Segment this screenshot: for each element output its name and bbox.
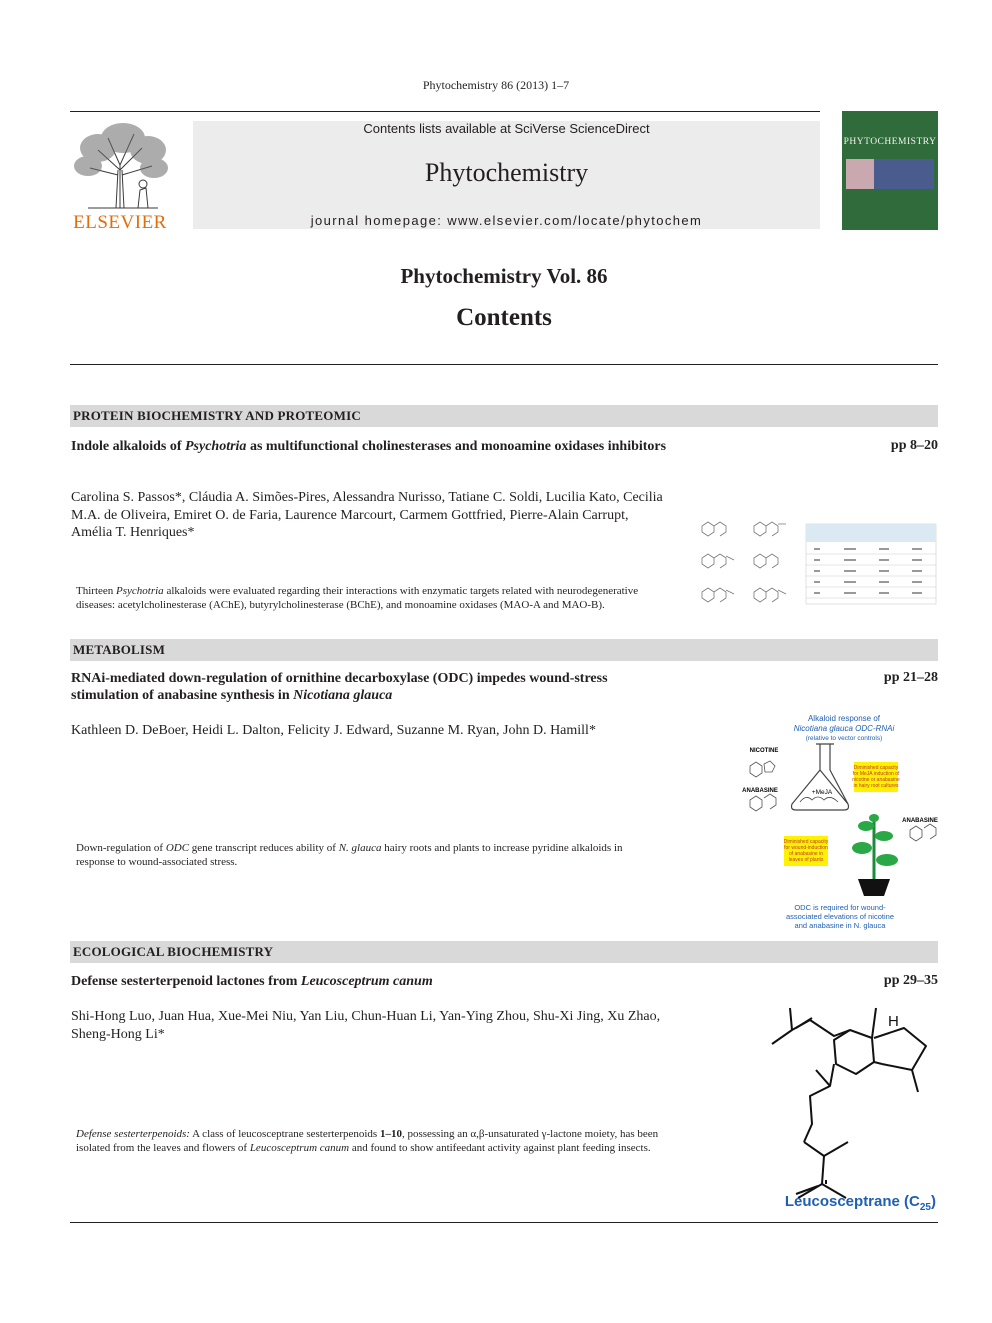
graphical-abstract-figure xyxy=(740,712,940,934)
article-title[interactable] xyxy=(71,973,671,990)
contents-heading: Contents xyxy=(456,304,552,331)
cover-title: PHYTOCHEMISTRY xyxy=(843,137,937,147)
journal-masthead xyxy=(193,121,820,229)
structure-caption: Leucosceptrane $(C_{25})$ xyxy=(784,1193,936,1213)
title-text: RNAi-mediated down-regulation of ornithine decarboxylase (ODC) impedes wound-stress stimulation of anabasine synthesis in xyxy=(71,671,608,703)
abstract-text: , possessing an α,β-unsaturated γ-lactone moiety, has been isolated from the leaves and flowers of xyxy=(76,1128,659,1154)
title-italic: Leucosceptrum canum xyxy=(300,974,433,989)
title-italic: Psychotria xyxy=(184,439,247,454)
cover-image xyxy=(874,159,934,189)
figure-title: (relative to vector controls) xyxy=(805,735,883,742)
box-text: in hairy root cultures xyxy=(853,783,899,789)
abstract-text: alkaloids were evaluated regarding their interactions with enzymatic targets related with neurodegenerative diseases: acetylcholinesterase (AChE), butyrylcholinesterase (BChE), and monoamine oxidases (MAO-A and MAO-B). xyxy=(76,585,639,611)
title-italic: Nicotiana glauca xyxy=(293,688,393,703)
abstract-italic: N. glauca xyxy=(338,842,382,854)
journal-reference: Phytochemistry 86 (2013) 1–7 xyxy=(422,78,570,92)
elsevier-logo xyxy=(68,120,172,232)
figure-caption: ODC is required for wound- xyxy=(794,903,886,912)
flask-label: +MeJA xyxy=(811,789,833,796)
section-heading xyxy=(70,405,938,427)
article-title[interactable] xyxy=(71,670,671,704)
box-text: nicotine or anabasine xyxy=(852,777,900,783)
leucosceptrane-structure xyxy=(764,1000,942,1216)
hydrogen-label: H xyxy=(888,1013,899,1030)
graphical-abstract-figure xyxy=(764,1000,942,1216)
article-title[interactable] xyxy=(71,438,671,455)
title-text: Defense sesterterpenoid lactones from xyxy=(71,974,301,989)
article-pages[interactable]: pp 8–20 xyxy=(890,438,938,453)
molecule-icon xyxy=(910,824,936,841)
abstract-text: gene transcript reduces ability of xyxy=(189,842,339,854)
abstract-text: hairy roots and plants to increase pyridine alkaloids in response to wound-associated stress. xyxy=(76,842,623,868)
abstract-italic: ODC xyxy=(165,842,190,854)
abstract-italic: Leucosceptrum canum xyxy=(249,1142,350,1154)
section-heading-label: PROTEIN BIOCHEMISTRY AND PROTEOMIC xyxy=(73,408,361,423)
tree-icon xyxy=(68,120,172,212)
figure-caption: and anabasine in N. glauca xyxy=(794,921,886,930)
divider xyxy=(70,364,938,365)
anabasine-label: ANABASINE xyxy=(902,818,938,824)
abstract-italic: Defense sesterterpenoids: xyxy=(76,1128,190,1140)
odc-rnai-figure xyxy=(740,712,940,934)
title-text: Indole alkaloids of xyxy=(71,439,185,454)
graphical-abstract-figure xyxy=(694,512,938,620)
section-heading-label: ECOLOGICAL BIOCHEMISTRY xyxy=(73,944,274,959)
nicotine-label: NICOTINE xyxy=(749,748,779,754)
flask-icon xyxy=(792,744,849,810)
molecule-icon xyxy=(750,761,776,811)
graphical-abstract-text xyxy=(76,1127,660,1155)
journal-cover xyxy=(842,111,938,230)
abstract-text: Down-regulation of xyxy=(76,842,166,854)
article-pages[interactable]: pp 21–28 xyxy=(883,670,938,685)
box-text: of anabasine in xyxy=(789,851,823,857)
abstract-text: A class of leucosceptrane sesterterpenoids xyxy=(189,1128,380,1140)
box-text: for MeJA induction of xyxy=(852,771,900,777)
abstract-text: and found to show antifeedant activity against plant feeding insects. xyxy=(349,1142,651,1154)
structures-table-figure xyxy=(694,512,938,620)
journal-title: Phytochemistry xyxy=(424,158,589,187)
figure-title: Alkaloid response of xyxy=(807,714,881,723)
box-text: leaves of plants xyxy=(788,857,824,863)
article-authors: Kathleen D. DeBoer, Heidi L. Dalton, Felicity J. Edward, Suzanne M. Ryan, John D. Hamill* xyxy=(71,723,596,738)
abstract-italic: Psychotria xyxy=(116,585,164,597)
publisher-name: ELSEVIER xyxy=(73,212,167,233)
section-heading-label: METABOLISM xyxy=(73,642,166,657)
divider xyxy=(70,1222,938,1223)
article-pages[interactable]: pp 29–35 xyxy=(883,973,938,988)
anabasine-label: ANABASINE xyxy=(742,788,778,794)
page-title: Phytochemistry Vol. 86 xyxy=(400,264,608,288)
section-heading xyxy=(70,639,938,661)
contents-availability[interactable]: Contents lists available at SciVerse ScienceDirect xyxy=(363,121,650,136)
header-rule xyxy=(70,111,820,112)
figure-caption: associated elevations of nicotine xyxy=(786,912,894,921)
article-authors: Carolina S. Passos*, Cláudia A. Simões-Pires, Alessandra Nurisso, Tatiane C. Soldi, Lucilia Kato, Cecilia M.A. de Oliveira, Emiret O. de Faria, Laurence Marcourt, Carmem Gottfried, Pierre-Alain Carrupt, Amélia T. Henriques* xyxy=(71,490,663,540)
journal-homepage-link[interactable]: journal homepage: www.elsevier.com/locate/phytochem xyxy=(310,213,703,228)
abstract-bold: 1–10 xyxy=(379,1128,402,1140)
graphical-abstract-text xyxy=(76,841,660,869)
title-text: as multifunctional cholinesterases and monoamine oxidases inhibitors xyxy=(246,439,667,454)
section-heading xyxy=(70,941,938,963)
cover-image xyxy=(846,159,874,189)
plant-icon xyxy=(852,814,898,896)
figure-title: Nicotiana glauca ODC-RNAi xyxy=(793,724,895,733)
box-text: Diminished capacity xyxy=(853,765,899,771)
abstract-text: Thirteen xyxy=(76,585,117,597)
graphical-abstract-text xyxy=(76,584,660,612)
article-authors: Shi-Hong Luo, Juan Hua, Xue-Mei Niu, Yan Liu, Chun-Huan Li, Yan-Ying Zhou, Shu-Xi Jing, Xu Zhao, Sheng-Hong Li* xyxy=(71,1009,661,1042)
box-text: Diminished capacity xyxy=(783,839,829,845)
box-text: for wound-induction xyxy=(784,845,828,851)
